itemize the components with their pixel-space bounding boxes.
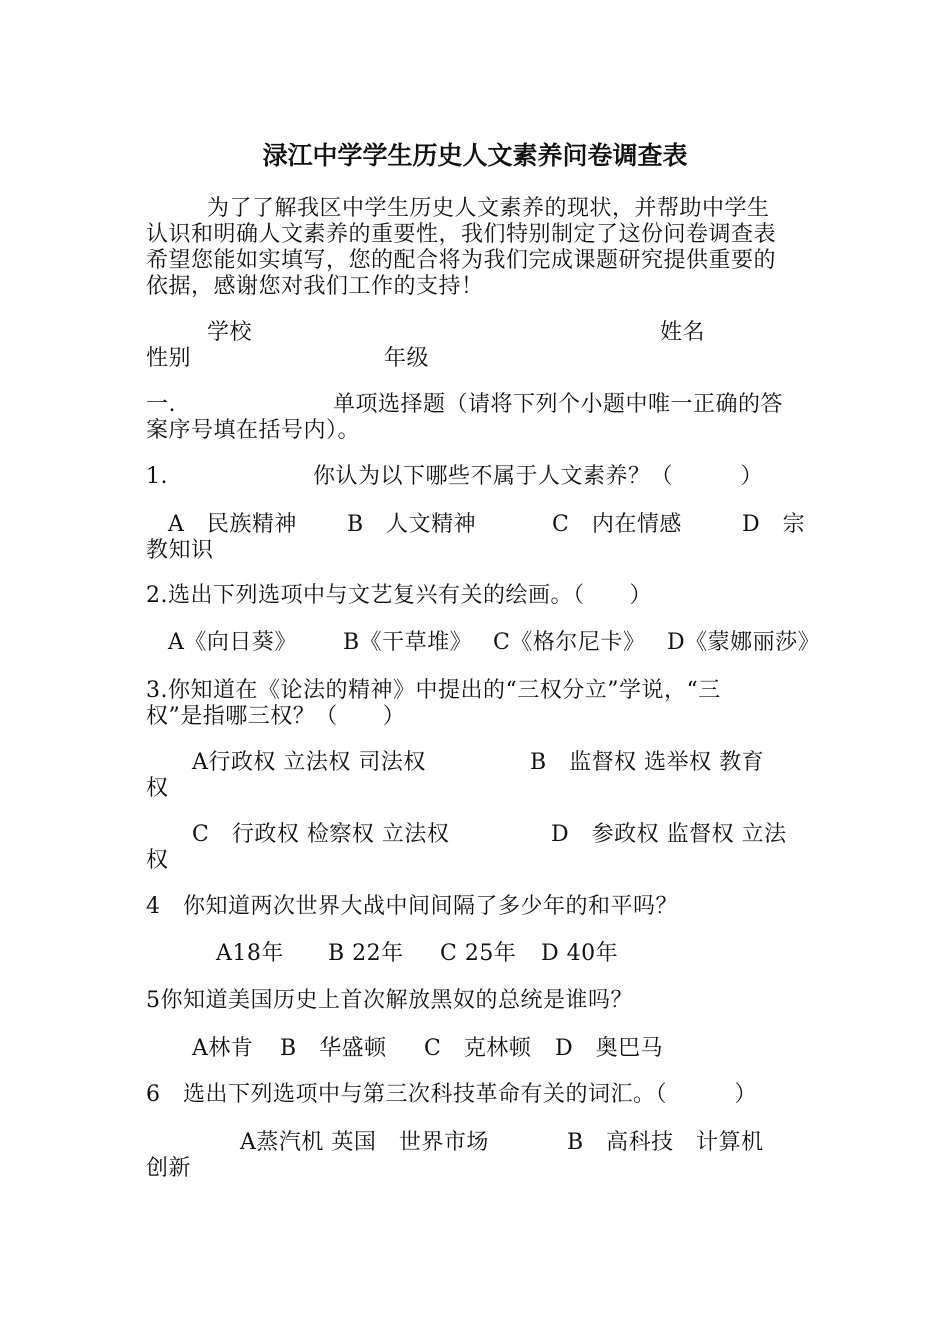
q6-question: 6 选出下列选项中与第三次科技革命有关的词汇。（ ） [146,1082,757,1107]
q3-option-b-cont: 权 [146,776,169,801]
school-label: 学校 [207,320,253,345]
intro-line-2: 认识和明确人文素养的重要性，我们特别制定了这份问卷调查表 [146,222,777,247]
q5-option-a: A林肯 [192,1036,254,1061]
q6-option-a: A蒸汽机 英国 世界市场 [240,1130,489,1155]
q6-option-b: B 高科技 计算机 [567,1130,764,1155]
q3-option-b: B 监督权 选举权 教育 [530,750,765,775]
q6-option-b-cont: 创新 [146,1156,192,1181]
section-heading: 单项选择题（请将下列个小题中唯一正确的答 [333,392,784,417]
q1-number: 1. [146,464,168,489]
q1-option-b: B 人文精神 [347,512,477,537]
q4-option-a: A18年 [216,941,284,966]
name-label: 姓名 [660,320,706,345]
q2-option-a: A《向日葵》 [168,630,297,655]
q3-option-d: D 参政权 监督权 立法 [551,822,787,847]
q4-option-d: D 40年 [541,941,619,966]
q1-option-a: A 民族精神 [168,512,297,537]
q1-option-d-cont: 教知识 [146,538,214,563]
q1-option-d: D 宗 [742,512,806,537]
section-number: 一. [146,392,176,417]
q3-question-cont: 权”是指哪三权？（ ） [146,704,406,729]
intro-line-4: 依据，感谢您对我们工作的支持！ [146,274,484,299]
q4-option-b: B 22年 [328,941,404,966]
page-title: 渌江中学学生历史人文素养问卷调查表 [262,141,688,170]
q5-option-b: B 华盛顿 [280,1036,387,1061]
q5-option-d: D 奥巴马 [555,1036,664,1061]
q4-option-c: C 25年 [440,941,517,966]
gender-label: 性别 [146,346,192,371]
q5-question: 5你知道美国历史上首次解放黑奴的总统是谁吗？ [146,988,633,1013]
q4-question: 4 你知道两次世界大战中间间隔了多少年的和平吗？ [146,894,678,919]
q3-question: 3.你知道在《论法的精神》中提出的“三权分立”学说，“三 [146,678,721,703]
q2-option-d: D《蒙娜丽莎》 [667,630,821,655]
q3-option-a: A行政权 立法权 司法权 [192,750,426,775]
intro-line-3: 希望您能如实填写，您的配合将为我们完成课题研究提供重要的 [146,248,777,273]
q2-question: 2.选出下列选项中与文艺复兴有关的绘画。（ ） [146,583,652,608]
q5-option-c: C 克林顿 [424,1036,532,1061]
grade-label: 年级 [384,346,430,371]
section-heading-cont: 案序号填在括号内）。 [146,418,361,443]
q2-option-b: B《干草堆》 [343,630,473,655]
q1-option-c: C 内在情感 [552,512,682,537]
q2-option-c: C《格尔尼卡》 [493,630,646,655]
q3-option-c: C 行政权 检察权 立法权 [192,822,450,847]
q1-question: 你认为以下哪些不属于人文素养？（ ） [313,464,764,489]
intro-line-1: 为了了解我区中学生历史人文素养的现状，并帮助中学生 [207,196,770,221]
q3-option-d-cont: 权 [146,848,169,873]
